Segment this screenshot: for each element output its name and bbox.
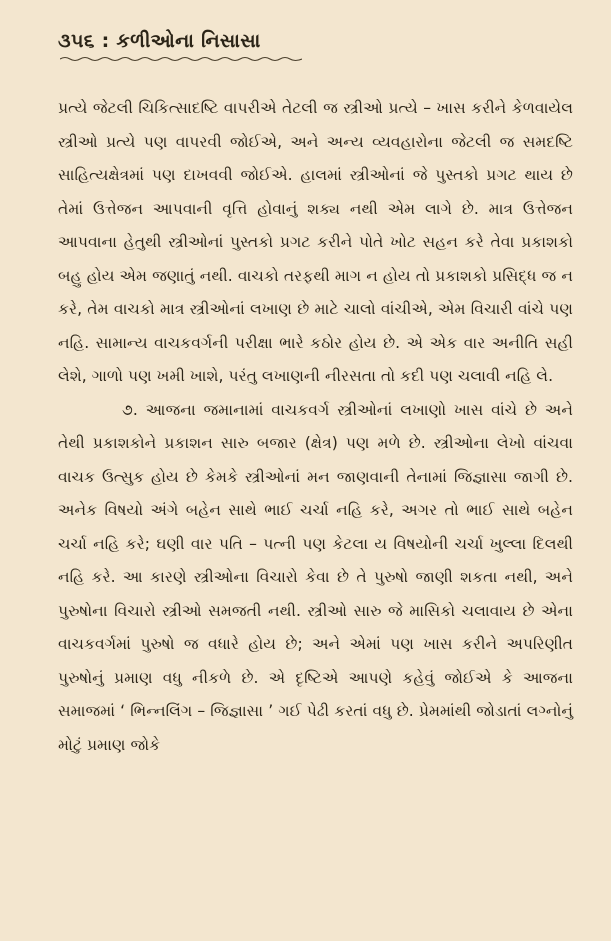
header-underline <box>60 56 302 62</box>
running-head: ૩૫૬ : કળીઓના નિસાસા <box>58 30 261 52</box>
paragraph-1: પ્રત્યે જેટલી ચિકિત્સાદષ્ટિ વાપરીએ તેટલી જ સ્ત્રીઓ પ્રત્યે – ખાસ કરીને કેળવાયેલ સ્ત્રીઓ પ્રત્યે પણ વાપરવી જોઈએ, અને અન્ય વ્યવહારોના જેટલી જ સમદષ્ટિ સાહિત્યક્ષેત્રમાં પણ દાખવવી જોઈએ. હાલમાં સ્ત્રીઓનાં જે પુસ્તકો પ્રગટ થાય છે તેમાં ઉત્તેજન આપવાની વૃત્તિ હોવાનું શક્ય નથી એમ લાગે છે. માત્ર ઉત્તેજન આપવાના હેતુથી સ્ત્રીઓનાં પુસ્તકો પ્રગટ કરીને પોતે ખોટ સહન કરે તેવા પ્રકાશકો બહુ હોય એમ જણાતું નથી. વાચકો તરફથી માગ ન હોય તો પ્રકાશકો પ્રસિદ્ધ જ ન કરે, તેમ વાચકો માત્ર સ્ત્રીઓનાં લખાણ છે માટે ચાલો વાંચીએ, એમ વિચારી વાંચે પણ નહિ. સામાન્ય વાચકવર્ગની પરીક્ષા ભારે કઠોર હોય છે. એ એક વાર અનીતિ સહી લેશે, ગાળો પણ ખમી ખાશે, પરંતુ લખાણની નીરસતા તો કદી પણ ચલાવી નહિ લે. <box>58 99 573 385</box>
paragraph-2: ૭. આજના જમાનામાં વાચકવર્ગ સ્ત્રીઓનાં લખાણો ખાસ વાંચે છે અને તેથી પ્રકાશકોને પ્રકાશન સારુ બજાર (ક્ષેત્ર) પણ મળે છે. સ્ત્રીઓના લેખો વાંચવા વાચક ઉત્સુક હોય છે કેમકે સ્ત્રીઓનાં મન જાણવાની તેનામાં જિજ્ઞાસા જાગી છે. અનેક વિષયો અંગે બહેન સાથે ભાઈ ચર્ચા નહિ કરે, અગર તો ભાઈ સાથે બહેન ચર્ચા નહિ કરે; ઘણી વાર પતિ – પત્ની પણ કેટલા ય વિષયોની ચર્ચા ખુલ્લા દિલથી નહિ કરે. આ કારણે સ્ત્રીઓના વિચારો કેવા છે તે પુરુષો જાણી શકતા નથી, અને પુરુષોના વિચારો સ્ત્રીઓ સમજતી નથી. સ્ત્રીઓ સારુ જે માસિકો ચલાવાય છે એના વાચકવર્ગમાં પુરુષો જ વધારે હોય છે; અને એમાં પણ ખાસ કરીને અપરિણીત પુરુષોનું પ્રમાણ વધુ નીકળે છે. એ દૃષ્ટિએ આપણે કહેવું જોઈએ કે આજના સમાજમાં ‘ ભિન્નલિંગ – જિજ્ઞાસા ’ ગઈ પેઢી કરતાં વધુ છે. પ્રેમમાંથી જોડાતાં લગ્નોનું મોટું પ્રમાણ જોકે <box>58 400 573 754</box>
